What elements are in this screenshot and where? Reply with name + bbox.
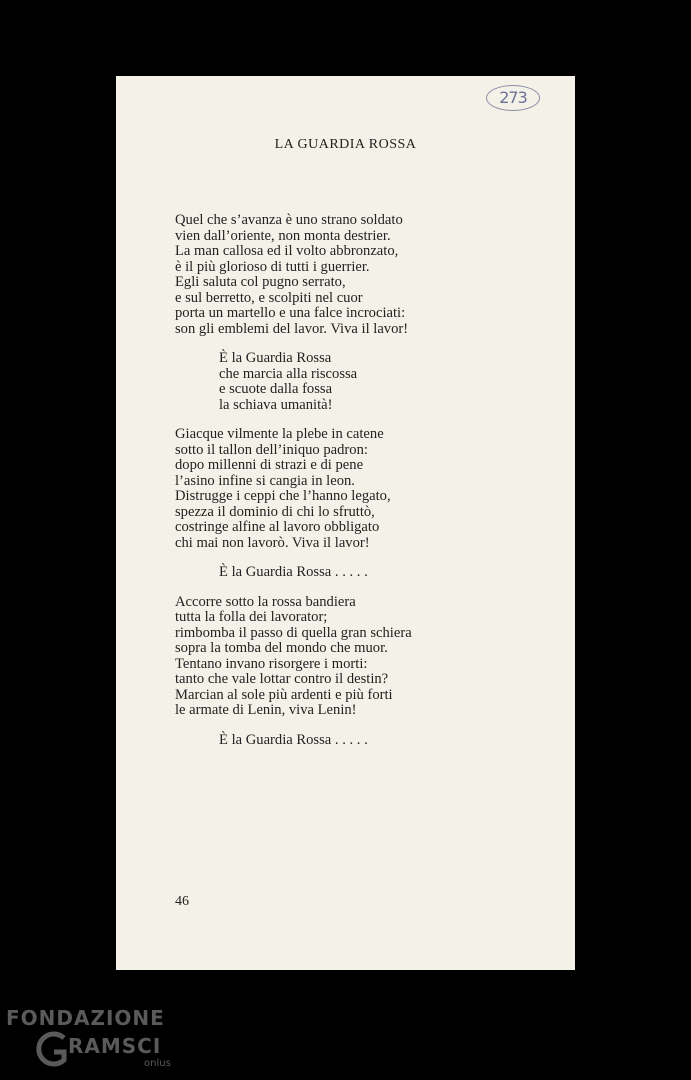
verse-line: È la Guardia Rossa . . . . . [219,564,368,580]
verse-line: sopra la tomba del mondo che muor. [175,640,388,656]
logo-line-2: RAMSCI [68,1034,162,1058]
poem-body [175,213,555,748]
document-page [116,76,575,970]
verse-line: Tentano invano risorgere i morti: [175,655,368,672]
verse-line: Quel che s’avanza è uno strano soldato [175,212,403,228]
verse-line: chi mai non lavorò. Viva il lavor! [175,534,370,551]
verse-line: è il più glorioso di tutti i guerrier. [175,258,370,275]
archive-stamp: 273 [486,85,540,111]
verse-line: rimbomba il passo di quella gran schiera [175,624,412,641]
verse-line: e sul berretto, e scolpiti nel cuor [175,289,363,306]
verse-line: son gli emblemi del lavor. Viva il lavor! [175,320,409,337]
verse-line: tanto che vale lottar contro il destin? [175,671,389,687]
verse-line: spezza il dominio di chi lo sfruttò, [175,503,375,520]
stanza-3 [175,595,555,719]
verse-line: Accorre sotto la rossa bandiera [175,593,356,610]
verse-line: porta un martello e una falce incrociati: [175,305,406,321]
verse-line: La man callosa ed il volto abbronzato, [175,243,399,259]
refrain-short [219,733,555,749]
verse-line: le armate di Lenin, viva Lenin! [175,702,357,718]
verse-line: Egli saluta col pugno serrato, [175,274,346,290]
stanza-2 [175,427,555,551]
verse-line: dopo millenni di strazi e di pene [175,457,364,473]
verse-line: costringe alfine al lavoro obbligato [175,519,380,535]
verse-line: Distrugge i ceppi che l’hanno legato, [175,488,391,504]
verse-line: È la Guardia Rossa . . . . . [219,731,368,748]
verse-line: che marcia alla riscossa [219,365,358,382]
verse-line: Giacque vilmente la plebe in catene [175,426,384,442]
refrain-full [219,351,555,413]
logo-g-icon [34,1030,70,1074]
verse-line: Marcian al sole più ardenti e più forti [175,686,393,703]
verse-line: la schiava umanità! [219,396,333,413]
verse-line: vien dall’oriente, non monta destrier. [175,227,391,244]
page-number: 46 [175,894,189,909]
logo-line-1: FONDAZIONE [6,1006,165,1030]
poem-title: LA GUARDIA ROSSA [274,137,417,152]
verse-line: tutta la folla dei lavorator; [175,609,328,625]
fondazione-gramsci-logo [6,1006,176,1076]
verse-line: l’asino infine si cangia in leon. [175,472,355,489]
logo-suffix: onlus [144,1058,171,1069]
refrain-short [219,565,555,581]
stanza-1 [175,213,555,337]
verse-line: e scuote dalla fossa [219,381,333,397]
verse-line: sotto il tallon dell’iniquo padron: [175,441,368,458]
verse-line: È la Guardia Rossa [219,350,332,366]
